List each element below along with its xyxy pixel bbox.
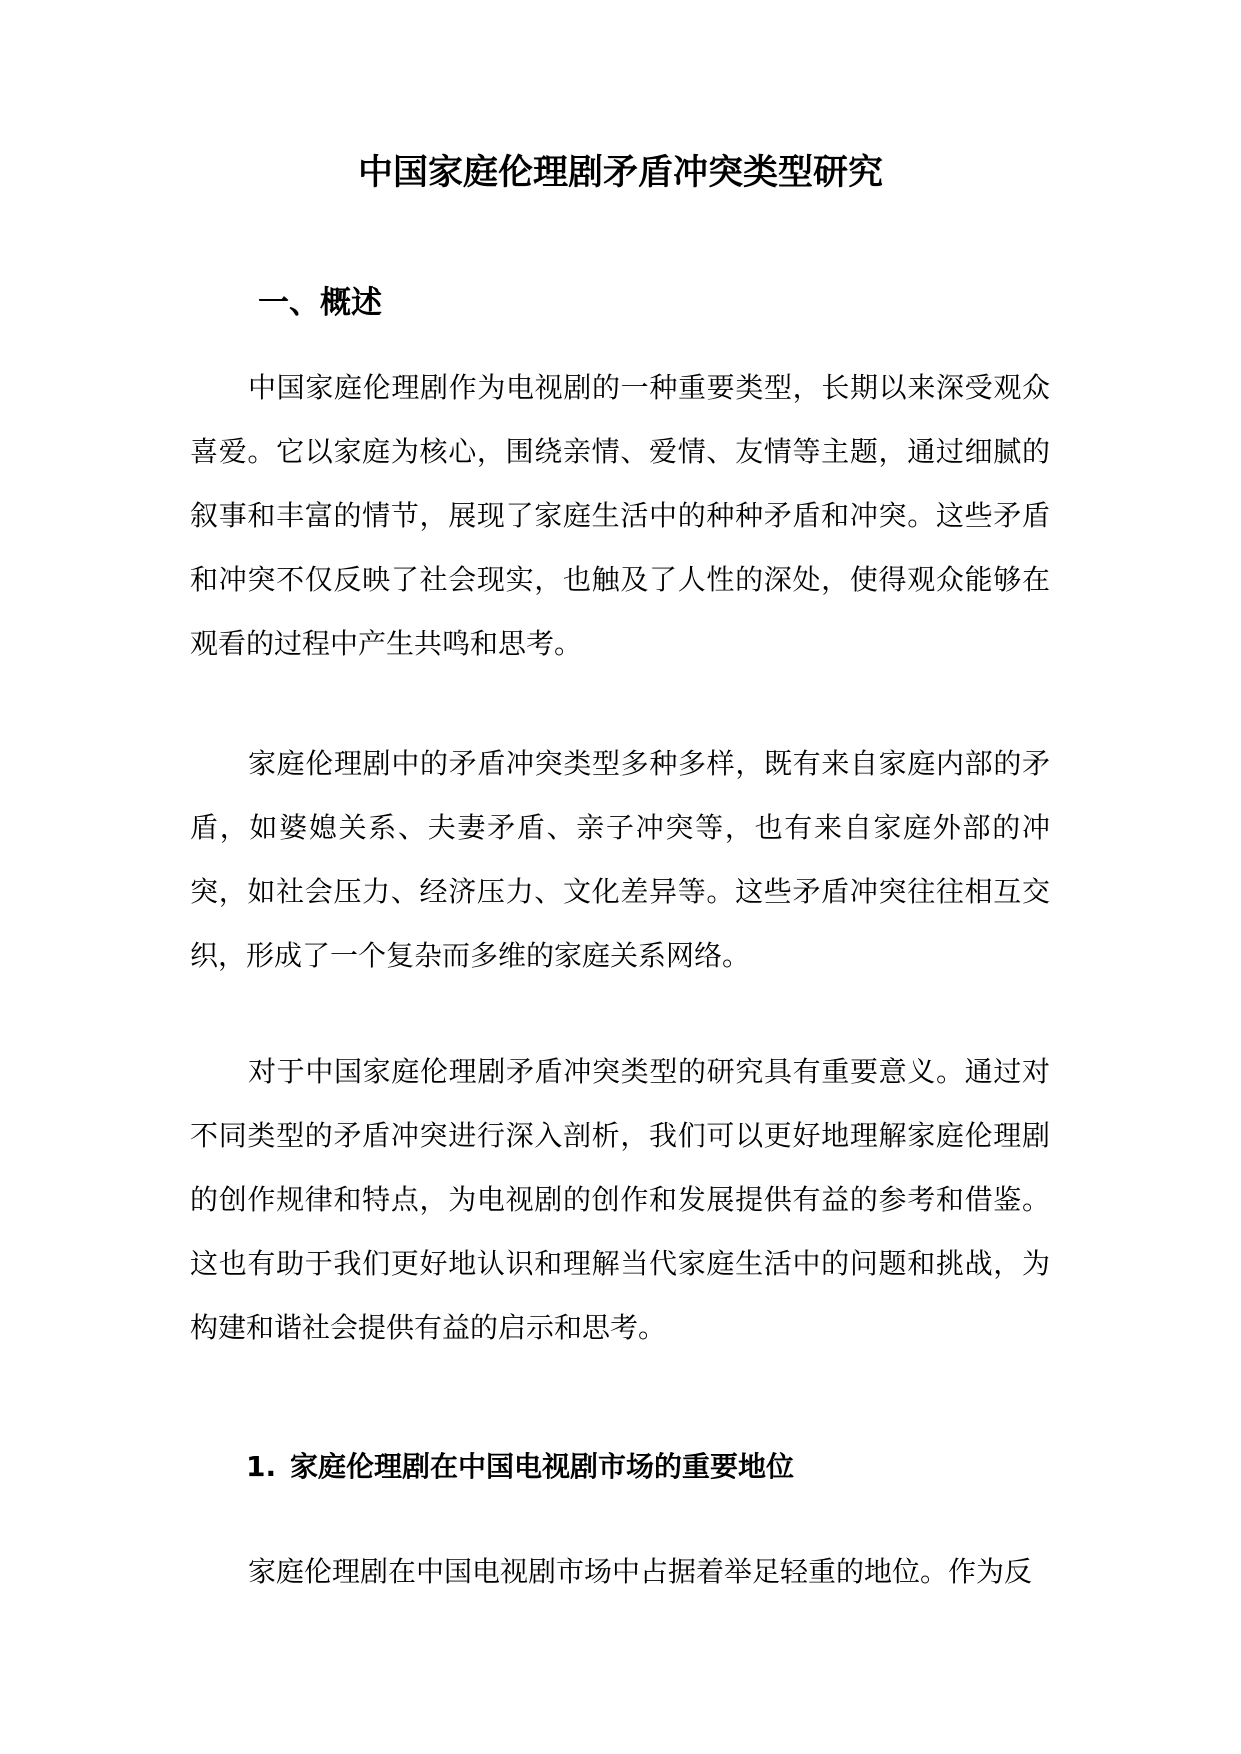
paragraph-overview-2: 家庭伦理剧中的矛盾冲突类型多种多样，既有来自家庭内部的矛盾，如婆媳关系、夫妻矛盾、亲子冲突等，也有来自家庭外部的冲突，如社会压力、经济压力、文化差异等。这些矛盾冲突往往相互交织，形成了一个复杂而多维的家庭关系网络。: [190, 747, 1050, 972]
subsection-number: 1.: [246, 1450, 277, 1483]
paragraph-subsection-1: 家庭伦理剧在中国电视剧市场中占据着举足轻重的地位。作为反: [248, 1555, 1033, 1588]
paragraph-overview-3: 对于中国家庭伦理剧矛盾冲突类型的研究具有重要意义。通过对不同类型的矛盾冲突进行深入剖析，我们可以更好地理解家庭伦理剧的创作规律和特点，为电视剧的创作和发展提供有益的参考和借鉴。这也有助于我们更好地认识和理解当代家庭生活中的问题和挑战，为构建和谐社会提供有益的启示和思考。: [190, 1055, 1050, 1344]
document-title: 中国家庭伦理剧矛盾冲突类型研究: [357, 153, 883, 193]
subsection-heading-text: 家庭伦理剧在中国电视剧市场的重要地位: [290, 1450, 795, 1483]
subsection-heading-1: [246, 1445, 794, 1489]
section-heading-overview: 一、概述: [258, 285, 382, 321]
paragraph-overview-1: 中国家庭伦理剧作为电视剧的一种重要类型，长期以来深受观众喜爱。它以家庭为核心，围绕亲情、爱情、友情等主题，通过细腻的叙事和丰富的情节，展现了家庭生活中的种种矛盾和冲突。这些矛盾和冲突不仅反映了社会现实，也触及了人性的深处，使得观众能够在观看的过程中产生共鸣和思考。: [190, 371, 1050, 660]
